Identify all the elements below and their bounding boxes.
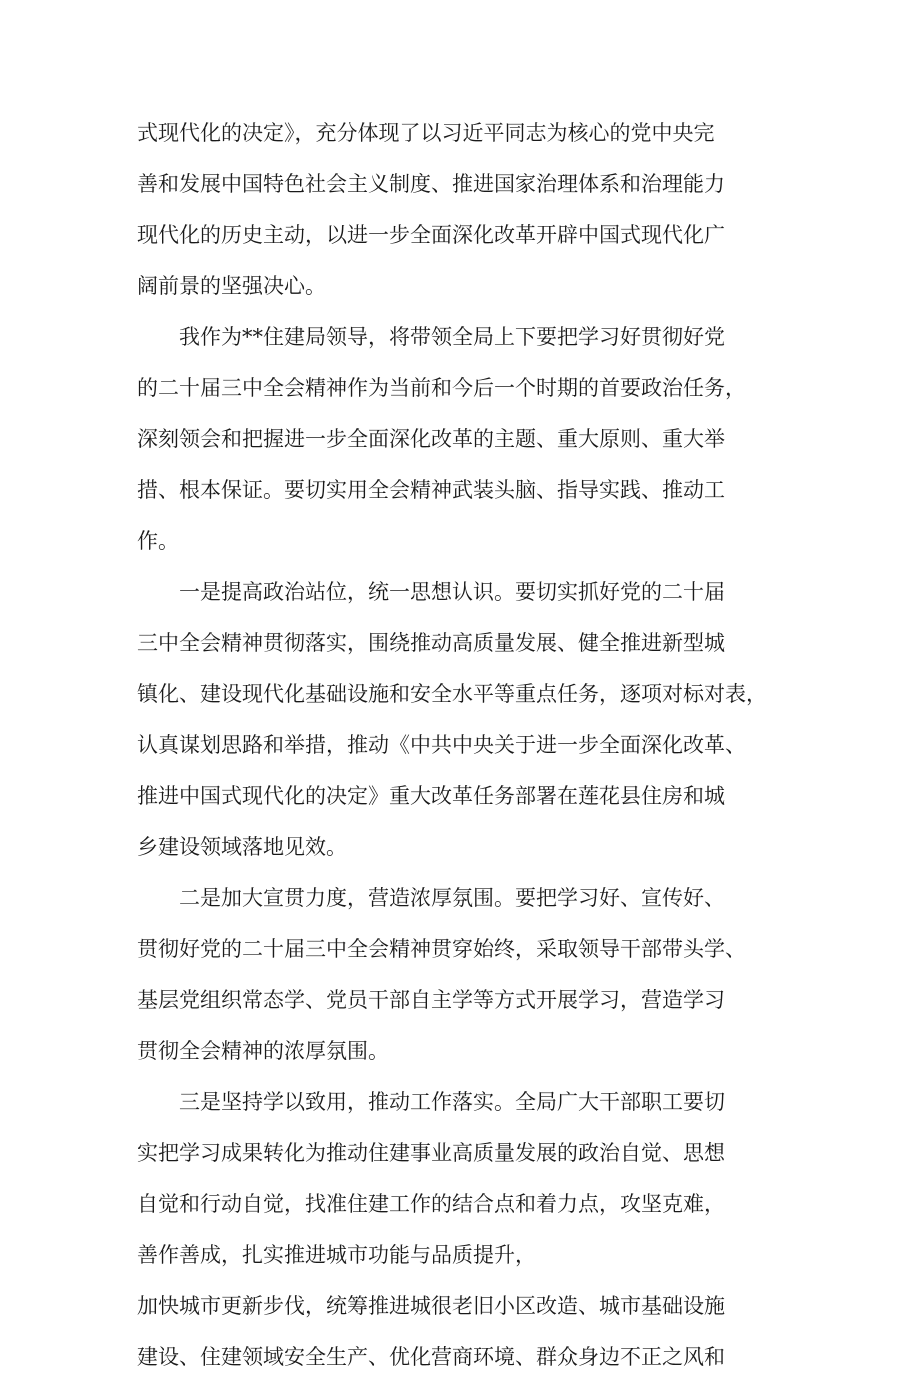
- document-body: [137, 108, 797, 1383]
- text-line: 的二十届三中全会精神作为当前和今后一个时期的首要政治任务，: [137, 376, 746, 400]
- text-line: 建设、住建领域安全生产、优化营商环境、群众身边不正之风和: [137, 1345, 725, 1369]
- text-line: 三中全会精神贯彻落实，围绕推动高质量发展、健全推进新型城: [137, 631, 725, 655]
- text-line: 阔前景的坚强决心。: [137, 274, 326, 298]
- text-line: 现代化的历史主动，以进一步全面深化改革开辟中国式现代化广: [137, 223, 725, 247]
- text-line: 善和发展中国特色社会主义制度、推进国家治理体系和治理能力: [137, 172, 725, 196]
- text-line: 乡建设领域落地见效。: [137, 835, 347, 859]
- text-line: 二是加大宣贯力度，营造浓厚氛围。要把学习好、宣传好、: [179, 886, 725, 910]
- paragraph-4: [137, 873, 797, 1077]
- text-line: 措、根本保证。要切实用全会精神武装头脑、指导实践、推动工: [137, 478, 725, 502]
- paragraph-1: [137, 108, 797, 312]
- paragraph-5: [137, 1077, 797, 1383]
- text-line: 推进中国式现代化的决定》重大改革任务部署在莲花县住房和城: [137, 784, 725, 808]
- text-line: 镇化、建设现代化基础设施和安全水平等重点任务，逐项对标对表，: [137, 682, 767, 706]
- text-line: 作。: [137, 529, 179, 553]
- text-line: 贯彻全会精神的浓厚氛围。: [137, 1039, 389, 1063]
- text-line: 三是坚持学以致用，推动工作落实。全局广大干部职工要切: [179, 1090, 725, 1114]
- text-line: 一是提高政治站位，统一思想认识。要切实抓好党的二十届: [179, 580, 725, 604]
- text-line: 贯彻好党的二十届三中全会精神贯穿始终，采取领导干部带头学、: [137, 937, 746, 961]
- text-line: 我作为**住建局领导，将带领全局上下要把学习好贯彻好党: [179, 325, 725, 349]
- text-line: 深刻领会和把握进一步全面深化改革的主题、重大原则、重大举: [137, 427, 725, 451]
- text-line: 实把学习成果转化为推动住建事业高质量发展的政治自觉、思想: [137, 1141, 725, 1165]
- text-line: 善作善成，扎实推进城市功能与品质提升，: [137, 1243, 536, 1267]
- text-line: 认真谋划思路和举措，推动《中共中央关于进一步全面深化改革、: [137, 733, 746, 757]
- text-line: 基层党组织常态学、党员干部自主学等方式开展学习，营造学习: [137, 988, 725, 1012]
- paragraph-2: [137, 312, 797, 567]
- paragraph-3: [137, 567, 797, 873]
- text-line: 自觉和行动自觉，找准住建工作的结合点和着力点，攻坚克难，: [137, 1192, 725, 1216]
- text-line: 式现代化的决定》，充分体现了以习近平同志为核心的党中央完: [137, 121, 715, 145]
- text-line: 加快城市更新步伐，统筹推进城很老旧小区改造、城市基础设施: [137, 1294, 725, 1318]
